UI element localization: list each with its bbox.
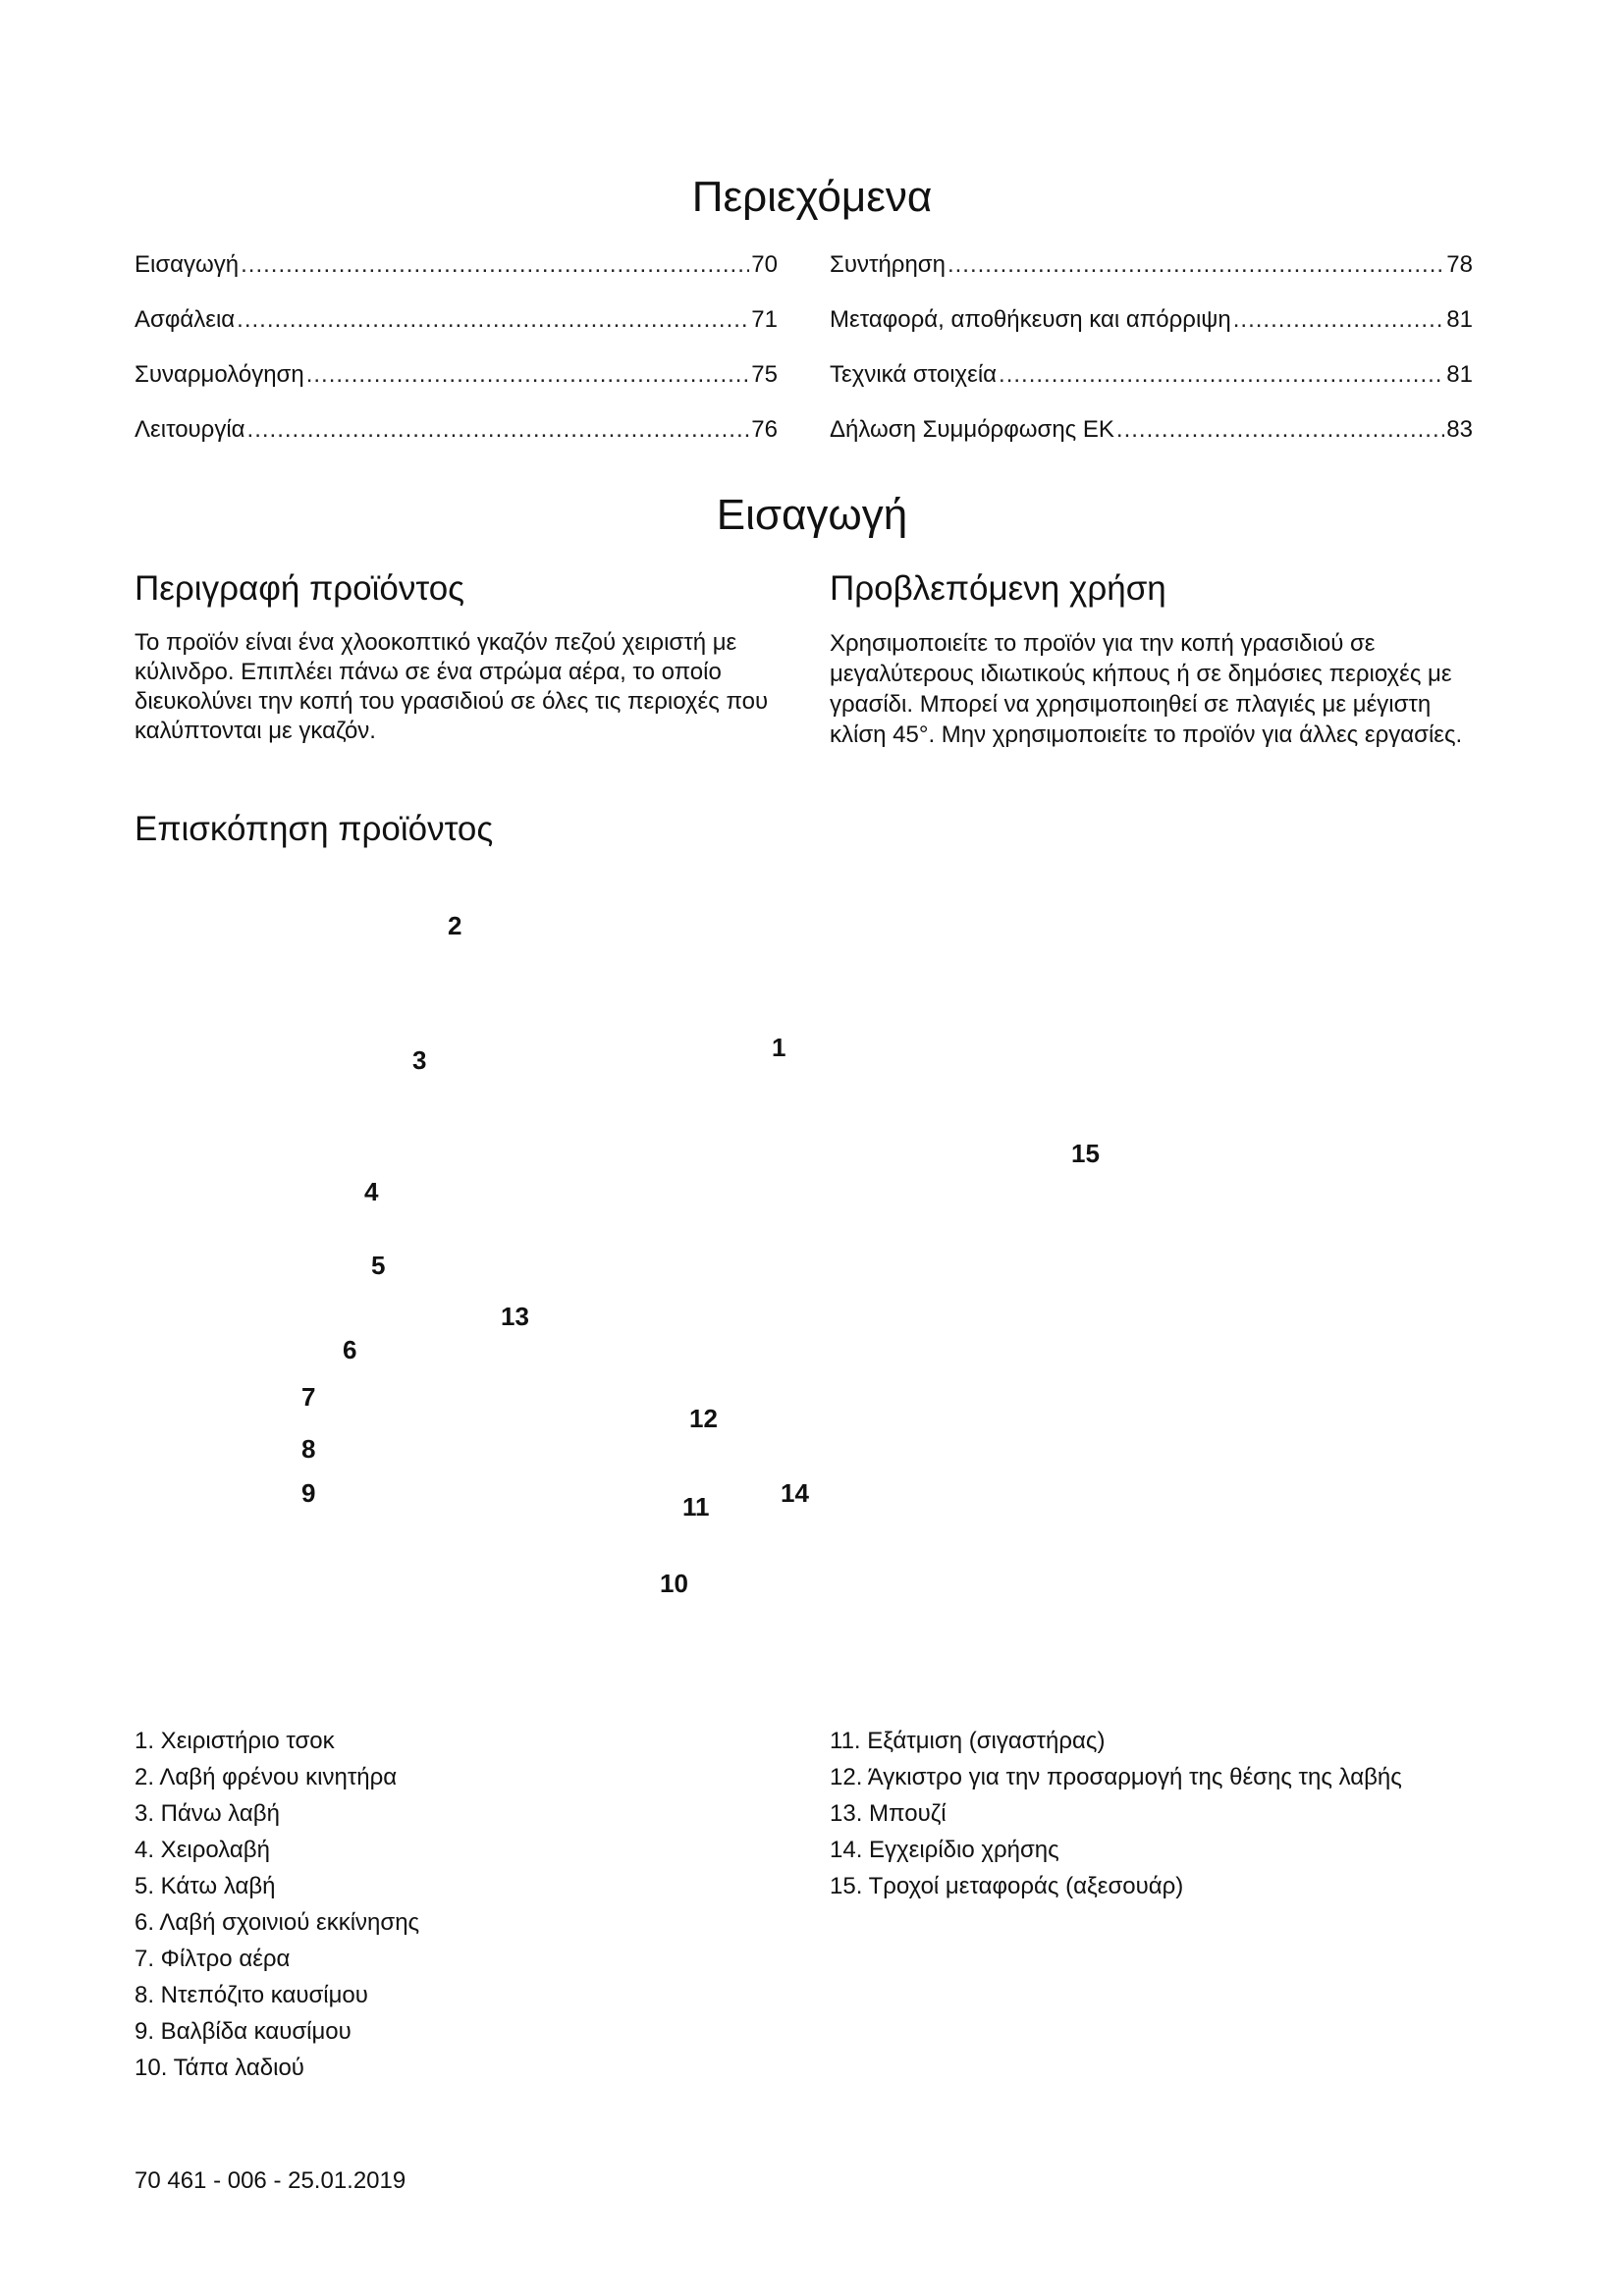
callout-number: 4 (364, 1177, 379, 1206)
legend-item: 4. Χειρολαβή (135, 1837, 270, 1863)
intended-use-text: Χρησιμοποιείτε το προϊόν για την κοπή γρασιδιού σε μεγαλύτερους ιδιωτικούς κήπους ή σε δημόσιες περιοχές με γρασίδι. Μπορεί να χρησιμοποιηθεί σε πλαγιές με μέγιστη κλίση 45°. Μην χρησιμοποιείτε το προϊόν για άλλες εργασίες. (830, 630, 1463, 748)
toc-entry[interactable] (830, 416, 1473, 471)
toc-entry[interactable] (135, 251, 778, 306)
toc-entry-page: 71 (751, 306, 778, 333)
toc-entry-label: Συντήρηση (830, 251, 946, 278)
toc-entry-label: Τεχνικά στοιχεία (830, 361, 998, 388)
toc-entry-label: Ασφάλεια (135, 306, 236, 333)
callout-number: 8 (301, 1434, 316, 1464)
toc-entry[interactable] (830, 306, 1473, 361)
toc-entry-page: 78 (1446, 251, 1473, 278)
legend-item: 12. Άγκιστρο για την προσαρμογή της θέσης της λαβής (830, 1764, 1402, 1790)
toc-entry[interactable] (830, 361, 1473, 416)
toc-entry-label: Λειτουργία (135, 416, 245, 443)
toc-leader-dots (241, 251, 749, 279)
toc-entry-page: 81 (1446, 361, 1473, 388)
legend-item: 3. Πάνω λαβή (135, 1800, 280, 1827)
legend-item: 7. Φίλτρο αέρα (135, 1946, 291, 1972)
callout-number: 9 (301, 1478, 316, 1508)
toc-entry-page: 70 (751, 251, 778, 278)
toc-entry-page: 75 (751, 361, 778, 388)
callout-number: 2 (448, 911, 462, 940)
callout-number: 5 (371, 1251, 386, 1280)
callout-number: 15 (1071, 1139, 1100, 1168)
toc-entry[interactable] (830, 251, 1473, 306)
toc-entry[interactable] (135, 306, 778, 361)
legend-item: 13. Μπουζί (830, 1800, 947, 1827)
callout-number: 1 (772, 1033, 786, 1062)
toc-leader-dots (1116, 416, 1444, 444)
callout-number: 14 (781, 1478, 809, 1508)
legend-item: 14. Εγχειρίδιο χρήσης (830, 1837, 1059, 1863)
callout-number: 7 (301, 1382, 316, 1412)
toc-leader-dots (247, 416, 750, 444)
toc-entry-label: Μεταφορά, αποθήκευση και απόρριψη (830, 306, 1231, 333)
product-overview-heading: Επισκόπηση προϊόντος (135, 810, 494, 848)
legend-item: 10. Τάπα λαδιού (135, 2055, 304, 2081)
legend-item: 9. Βαλβίδα καυσίμου (135, 2018, 352, 2045)
toc-entry-label: Συναρμολόγηση (135, 361, 304, 388)
legend-item: 2. Λαβή φρένου κινητήρα (135, 1764, 398, 1790)
toc-entry-page: 76 (751, 416, 778, 443)
legend-item: 15. Τροχοί μεταφοράς (αξεσουάρ) (830, 1873, 1184, 1899)
callout-number: 10 (660, 1569, 688, 1598)
toc-leader-dots (1233, 306, 1445, 334)
callout-number: 3 (412, 1045, 427, 1075)
callout-number: 6 (343, 1335, 357, 1364)
legend-item: 11. Εξάτμιση (σιγαστήρας) (830, 1728, 1106, 1754)
toc-entry[interactable] (135, 361, 778, 416)
toc-entry[interactable] (135, 416, 778, 471)
toc-entry-label: Εισαγωγή (135, 251, 240, 278)
callout-number: 13 (501, 1302, 529, 1331)
legend-item: 8. Ντεπόζιτο καυσίμου (135, 1982, 368, 2008)
toc-title: Περιεχόμενα (691, 173, 933, 221)
section-title-introduction: Εισαγωγή (716, 491, 908, 539)
legend-item: 6. Λαβή σχοινιού εκκίνησης (135, 1909, 420, 1936)
toc-entry-page: 83 (1446, 416, 1473, 443)
document-footer-id: 70 461 - 006 - 25.01.2019 (135, 2167, 406, 2194)
product-description-heading: Περιγραφή προϊόντος (135, 569, 465, 608)
toc-left-column (135, 251, 778, 471)
callout-number: 11 (682, 1492, 710, 1522)
toc-leader-dots (306, 361, 750, 389)
toc-leader-dots (999, 361, 1444, 389)
callout-number: 12 (689, 1404, 718, 1433)
parts-legend-left (135, 1728, 419, 2091)
intended-use-heading: Προβλεπόμενη χρήση (830, 569, 1166, 608)
parts-legend-right (830, 1728, 1402, 1909)
toc-leader-dots (947, 251, 1444, 279)
toc-entry-label: Δήλωση Συμμόρφωσης ΕΚ (830, 416, 1114, 443)
legend-item: 1. Χειριστήριο τσοκ (135, 1728, 335, 1754)
toc-entry-page: 81 (1446, 306, 1473, 333)
product-description-text: Το προϊόν είναι ένα χλοοκοπτικό γκαζόν πεζού χειριστή με κύλινδρο. Επιπλέει πάνω σε ένα στρώμα αέρα, το οποίο διευκολύνει την κοπή του γρασιδιού σε όλες τις περιοχές που καλύπτονται με γκαζόν. (135, 629, 769, 744)
toc-right-column (830, 251, 1473, 471)
legend-item: 5. Κάτω λαβή (135, 1873, 276, 1899)
toc-leader-dots (237, 306, 749, 334)
